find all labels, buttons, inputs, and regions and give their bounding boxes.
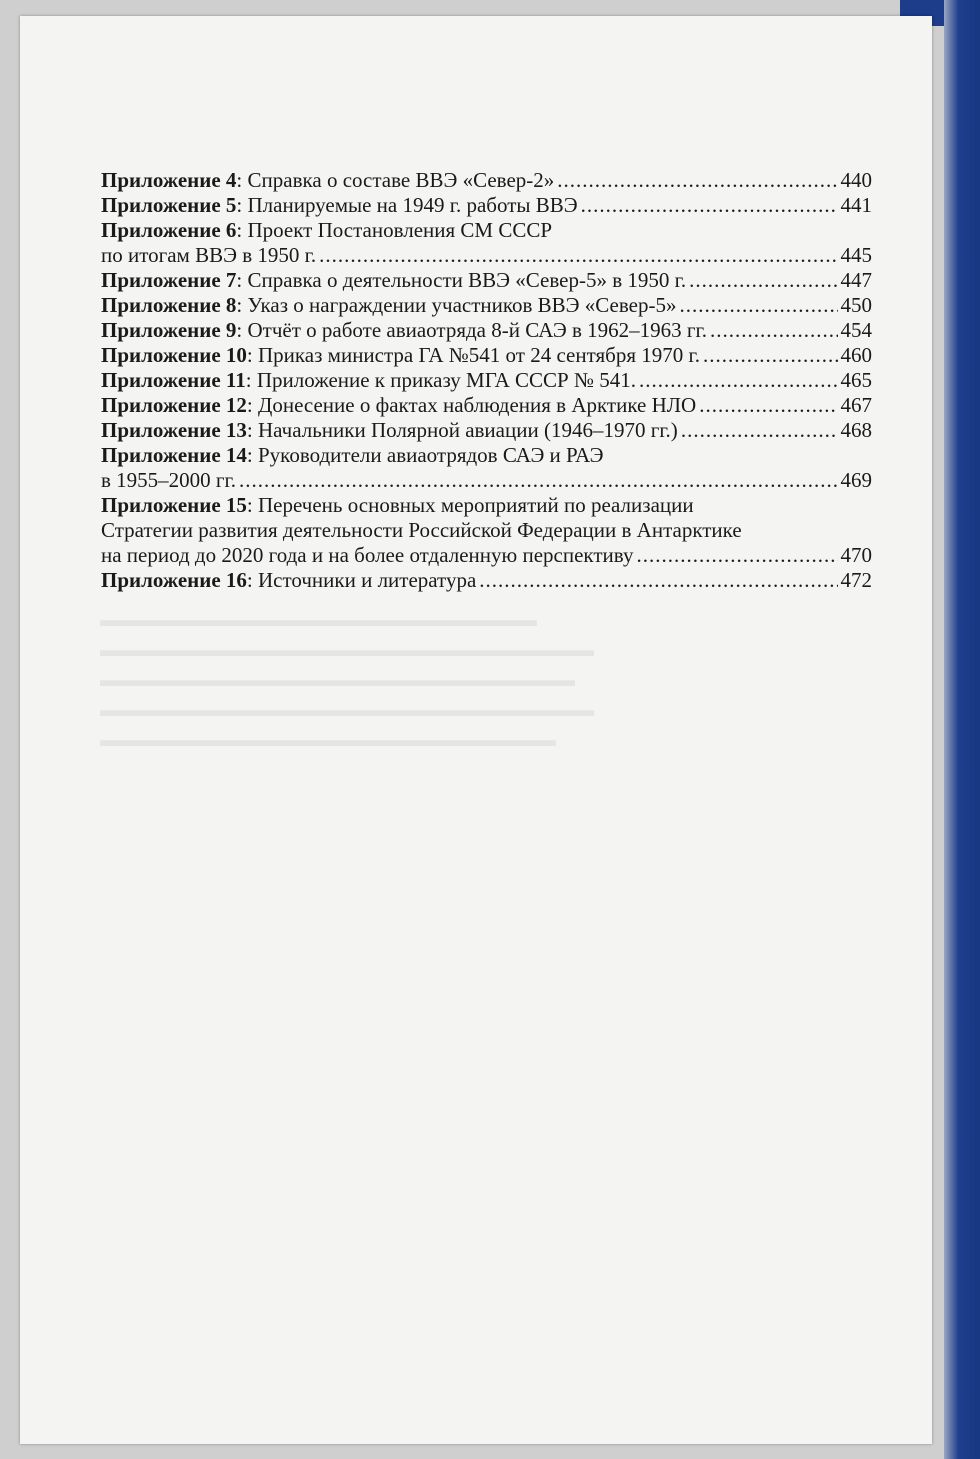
entry-title: : Руководители авиаотрядов САЭ и РАЭ (246, 443, 604, 467)
entry-title: : Перечень основных мероприятий по реализации (246, 493, 694, 517)
entry-label: Приложение 9 (101, 318, 237, 342)
dot-leader (319, 243, 837, 268)
dot-leader (679, 293, 837, 318)
entry-label: Приложение 10 (101, 343, 247, 367)
page-number: 450 (840, 293, 872, 317)
entry-label: Приложение 13 (101, 418, 247, 442)
dot-leader (699, 393, 837, 418)
toc-entry-6-continuation (101, 243, 872, 268)
dot-leader (581, 193, 838, 218)
entry-title: : Справка о составе ВВЭ «Север-2» (236, 168, 555, 192)
entry-label: Приложение 16 (101, 568, 247, 592)
dot-leader (689, 268, 837, 293)
toc-entry-14 (101, 443, 872, 468)
page-number: 460 (840, 343, 872, 367)
entry-title: : Справка о деятельности ВВЭ «Север-5» в 1950 г. (236, 268, 687, 292)
toc-entry-14-continuation (101, 468, 872, 493)
entry-label: Приложение 6 (101, 218, 237, 242)
dot-leader (479, 568, 837, 593)
entry-label: Приложение 15 (101, 493, 247, 517)
toc-entry-4 (101, 168, 872, 193)
toc-entry-5 (101, 193, 872, 218)
page-number: 465 (840, 368, 872, 392)
entry-title-continuation: на период до 2020 года и на более отдаленную перспективу (101, 543, 634, 567)
entry-label: Приложение 4 (101, 168, 237, 192)
entry-title-continuation: по итогам ВВЭ в 1950 г. (101, 243, 317, 267)
toc-entry-9 (101, 318, 872, 343)
toc-entry-11 (101, 368, 872, 393)
entry-title: : Источники и литература (246, 568, 477, 592)
table-of-contents (101, 168, 872, 593)
cover-edge (944, 0, 980, 1459)
page-number: 445 (840, 243, 872, 267)
page-number: 454 (840, 318, 872, 342)
toc-entry-15-line-2 (101, 518, 872, 543)
entry-title: : Приложение к приказу МГА СССР № 541. (245, 368, 636, 392)
entry-label: Приложение 5 (101, 193, 237, 217)
bleed-through-decoration: ▬▬▬▬▬▬▬▬▬▬▬▬▬▬▬▬▬▬▬▬▬▬▬ ▬▬▬▬▬▬▬▬▬▬▬▬▬▬▬▬▬▬▬▬▬▬▬▬▬▬ ▬▬▬▬▬▬▬▬▬▬▬▬▬▬▬▬▬▬▬▬▬▬▬▬▬ ▬▬▬▬▬▬▬▬▬▬▬▬▬▬▬▬▬▬▬▬▬▬▬▬▬▬ ▬▬▬▬▬▬▬▬▬▬▬▬▬▬▬▬▬▬▬▬▬▬▬▬ (100, 610, 594, 751)
toc-entry-13 (101, 418, 872, 443)
dot-leader (710, 318, 838, 343)
entry-label: Приложение 12 (101, 393, 247, 417)
toc-entry-15-line-3 (101, 543, 872, 568)
toc-entry-6 (101, 218, 872, 243)
entry-title: : Указ о награждении участников ВВЭ «Север-5» (236, 293, 677, 317)
dot-leader (636, 543, 837, 568)
entry-title: : Начальники Полярной авиации (1946–1970 гг.) (246, 418, 678, 442)
toc-entry-8 (101, 293, 872, 318)
toc-entry-7 (101, 268, 872, 293)
entry-title: : Отчёт о работе авиаотряда 8-й САЭ в 1962–1963 гг. (236, 318, 707, 342)
toc-entry-16 (101, 568, 872, 593)
dot-leader (681, 418, 838, 443)
page-number: 470 (840, 543, 872, 567)
toc-entry-10 (101, 343, 872, 368)
entry-title: : Донесение о фактах наблюдения в Арктике НЛО (246, 393, 697, 417)
entry-title: : Проект Постановления СМ СССР (236, 218, 553, 242)
entry-label: Приложение 7 (101, 268, 237, 292)
entry-title-continuation: в 1955–2000 гг. (101, 468, 237, 492)
page-number: 472 (840, 568, 872, 592)
dot-leader (557, 168, 837, 193)
entry-label: Приложение 14 (101, 443, 247, 467)
entry-title: : Планируемые на 1949 г. работы ВВЭ (236, 193, 578, 217)
page-number: 447 (840, 268, 872, 292)
dot-leader (703, 343, 838, 368)
page-number: 468 (840, 418, 872, 442)
page-number: 441 (840, 193, 872, 217)
dot-leader (639, 368, 838, 393)
entry-label: Приложение 11 (101, 368, 246, 392)
entry-label: Приложение 8 (101, 293, 237, 317)
page-number: 467 (840, 393, 872, 417)
toc-entry-15 (101, 493, 872, 518)
toc-entry-12 (101, 393, 872, 418)
entry-title: : Приказ министра ГА №541 от 24 сентября 1970 г. (246, 343, 700, 367)
page-number: 469 (840, 468, 872, 492)
entry-title-continuation: Стратегии развития деятельности Российской Федерации в Антарктике (101, 518, 742, 542)
dot-leader (239, 468, 837, 493)
page-number: 440 (840, 168, 872, 192)
